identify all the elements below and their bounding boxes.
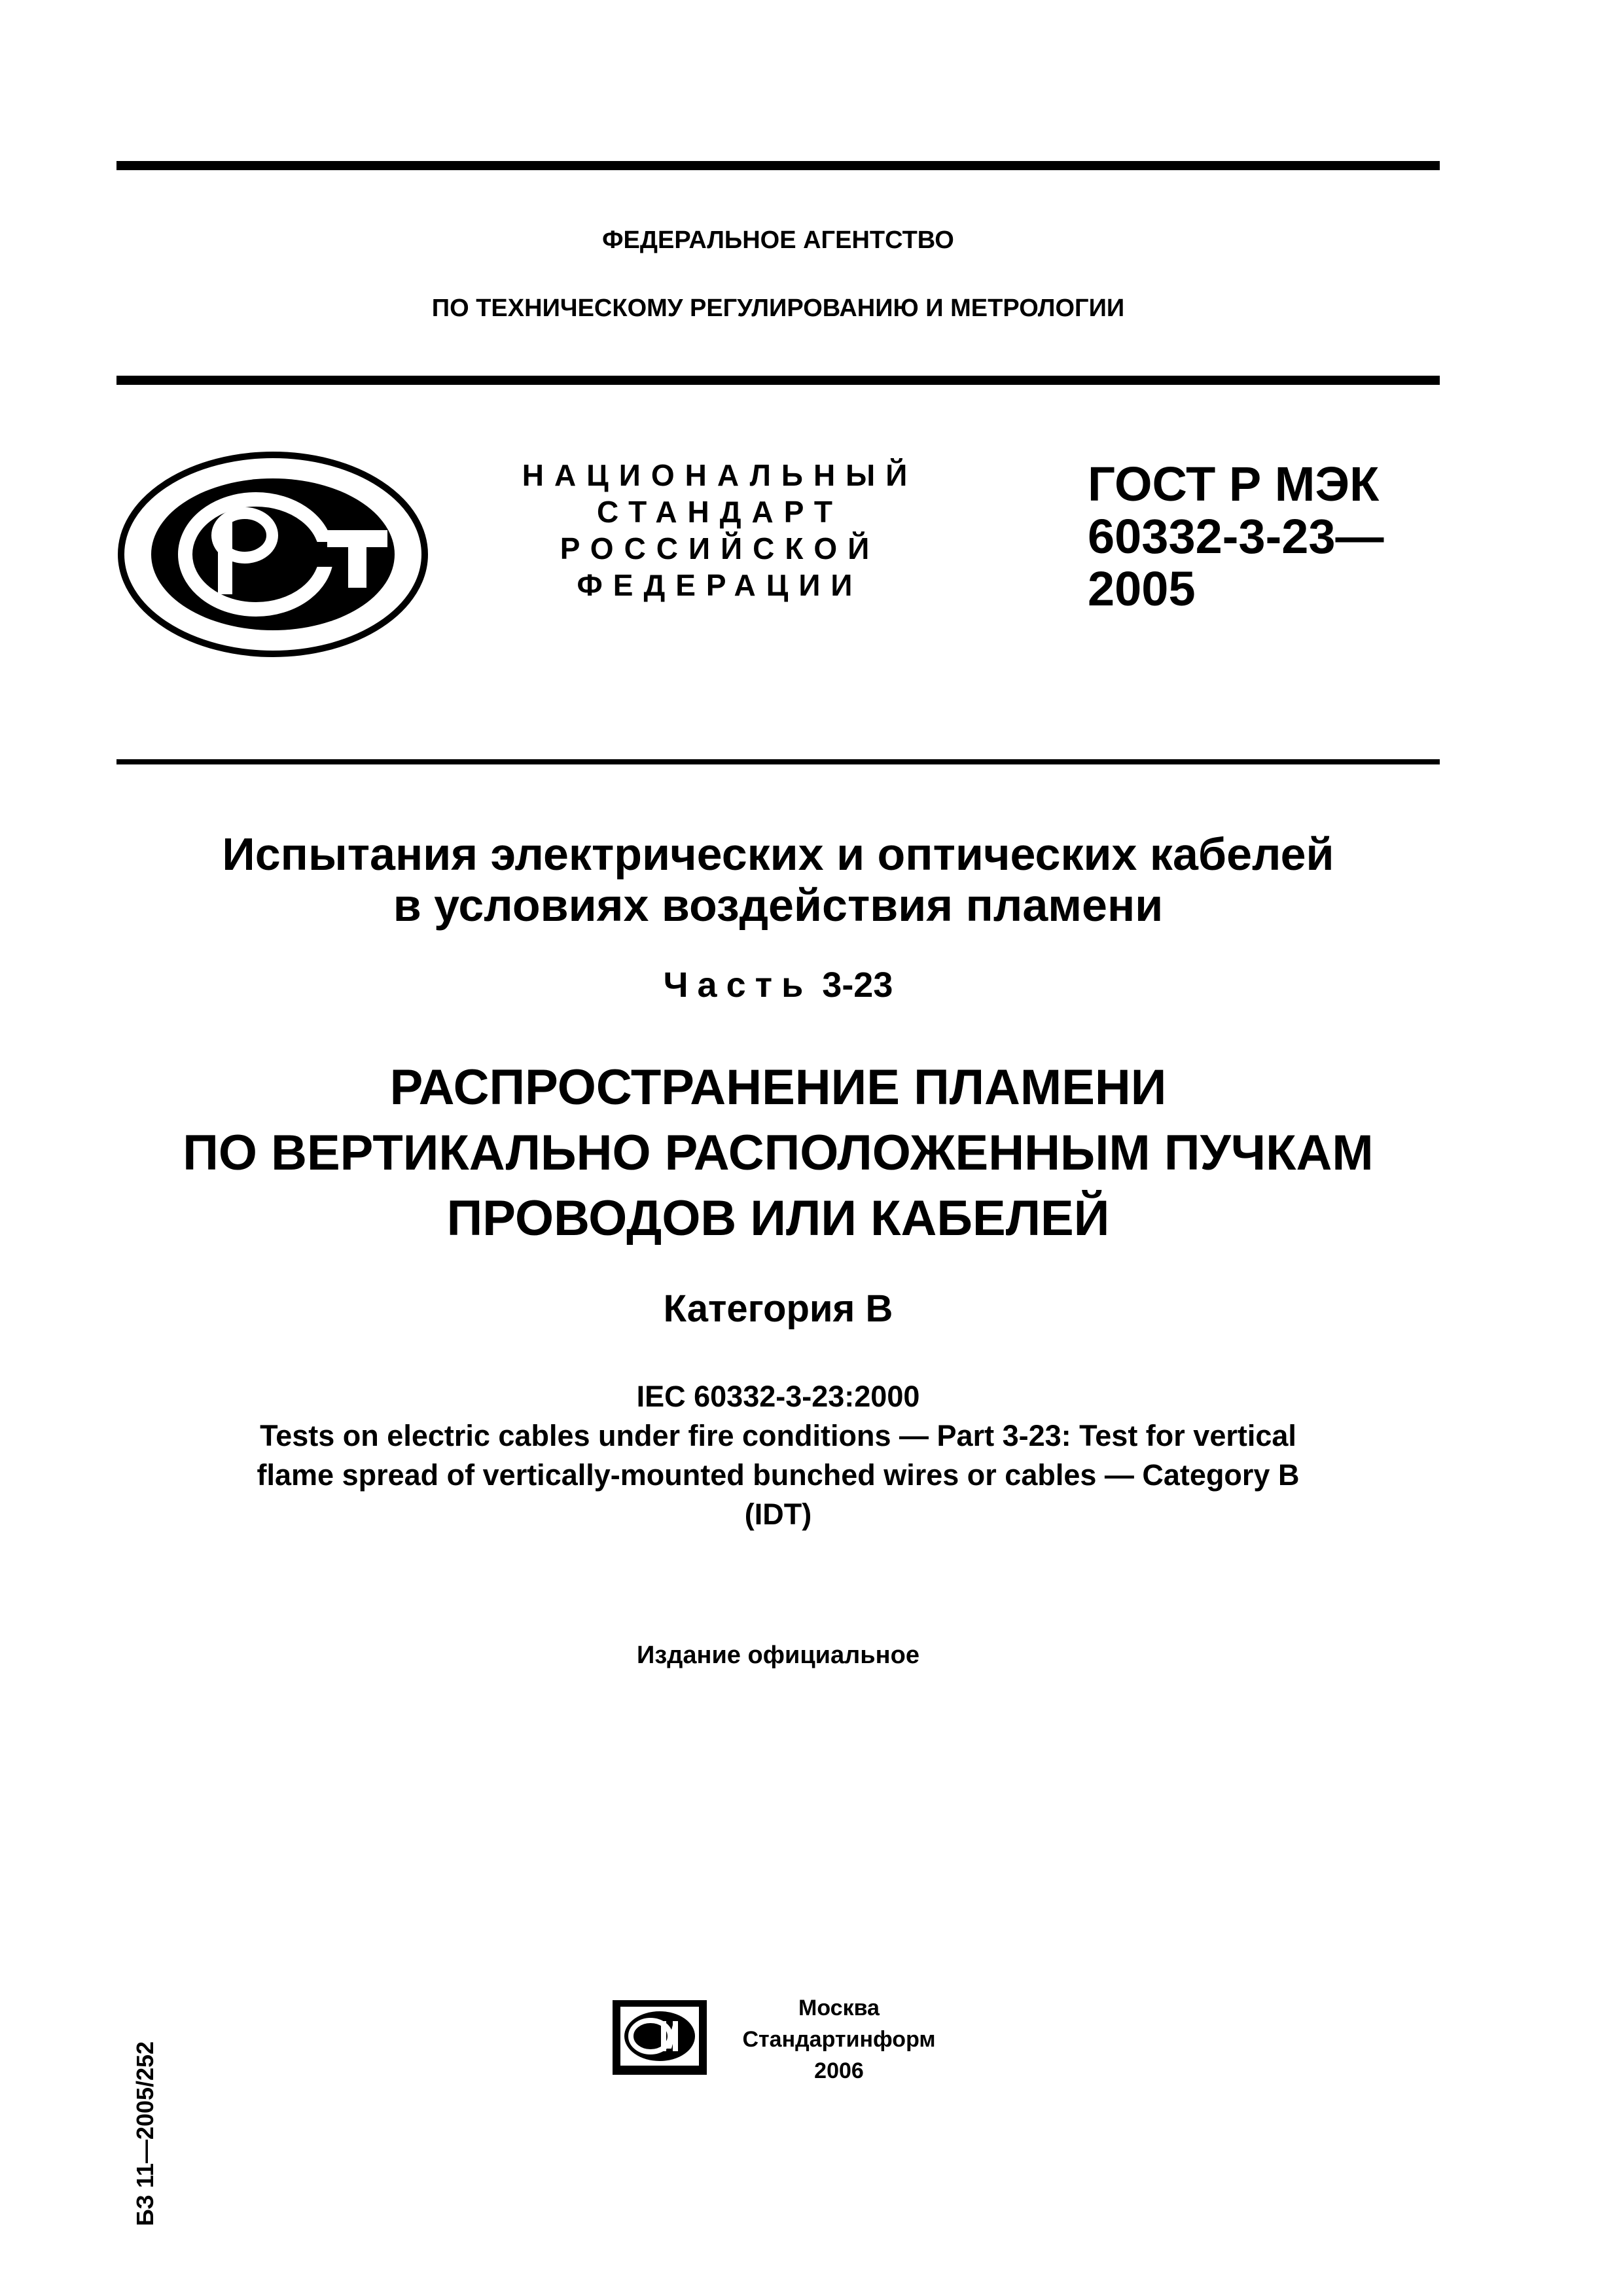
top-rule — [116, 161, 1440, 170]
main-title — [116, 829, 1440, 931]
publisher-city: Москва — [798, 1996, 880, 2020]
edition-label: Издание официальное — [637, 1641, 919, 1669]
designation-line: 60332-3-23— — [1088, 509, 1384, 564]
publisher-name: Стандартинформ — [742, 2027, 936, 2052]
category: Категория В — [663, 1287, 893, 1330]
publisher-year: 2006 — [814, 2058, 864, 2083]
iec-line: flame spread of vertically-mounted bunched wires or cables — Category B — [257, 1458, 1300, 1492]
title-rule — [116, 759, 1440, 764]
side-code-text: БЗ 11—2005/252 — [132, 2041, 158, 2227]
subtitle-line: ПО ВЕРТИКАЛЬНО РАСПОЛОЖЕННЫМ ПУЧКАМ — [183, 1125, 1374, 1181]
designation-line: 2005 — [1088, 562, 1196, 616]
subtitle-line: ПРОВОДОВ ИЛИ КАБЕЛЕЙ — [446, 1191, 1110, 1246]
standard-designation — [1088, 458, 1384, 615]
designation-line: ГОСТ Р МЭК — [1088, 457, 1380, 511]
national-standard-line: РОССИЙСКОЙ — [560, 531, 880, 565]
subtitle — [116, 1055, 1440, 1251]
iec-line: (IDT) — [744, 1498, 812, 1531]
international-reference — [116, 1377, 1440, 1534]
part-number: 3-23 — [822, 965, 893, 1005]
main-title-line: Испытания электрических и оптических кабелей — [222, 829, 1334, 880]
national-standard-line: СТАНДАРТ — [597, 495, 843, 529]
part-word: Часть — [663, 965, 813, 1005]
part-label — [116, 965, 1440, 1005]
subtitle-line: РАСПРОСТРАНЕНИЕ ПЛАМЕНИ — [389, 1060, 1167, 1115]
national-standard-line: ФЕДЕРАЦИИ — [577, 568, 863, 602]
agency-line-1: ФЕДЕРАЛЬНОЕ АГЕНТСТВО — [602, 226, 954, 254]
rst-logo-icon — [116, 450, 429, 658]
main-title-line: в условиях воздействия пламени — [393, 880, 1164, 931]
iec-line: Tests on electric cables under fire conditions — Part 3-23: Test for vertical — [260, 1419, 1296, 1452]
side-code — [126, 1996, 165, 2271]
national-standard-label — [471, 457, 969, 603]
publisher-block — [734, 1992, 944, 2087]
national-standard-line: НАЦИОНАЛЬНЫЙ — [522, 458, 918, 492]
standartinform-logo-icon — [611, 1999, 708, 2076]
agency-line-2: ПО ТЕХНИЧЕСКОМУ РЕГУЛИРОВАНИЮ И МЕТРОЛОГИИ — [431, 295, 1125, 322]
header-rule — [116, 376, 1440, 385]
iec-line: IEC 60332-3-23:2000 — [636, 1380, 920, 1413]
